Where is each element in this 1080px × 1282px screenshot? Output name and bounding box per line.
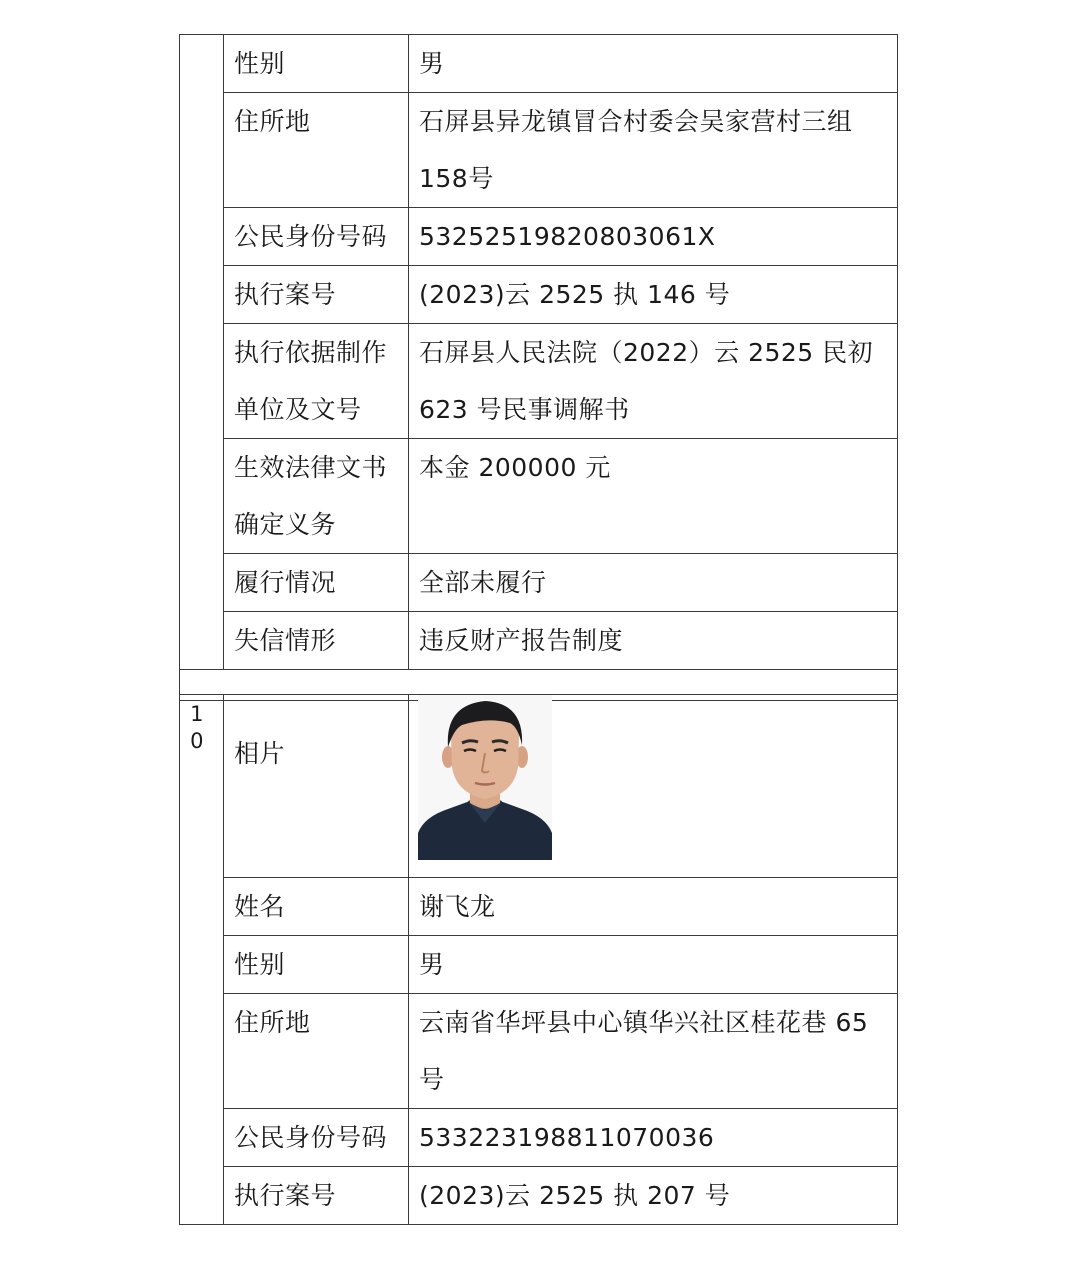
person-photo — [418, 695, 552, 860]
table-row — [180, 93, 898, 208]
row-value: 男 — [409, 35, 898, 93]
record-table-10 — [179, 694, 898, 1225]
table-row — [180, 695, 898, 878]
table-row — [180, 878, 898, 936]
table-row — [180, 1167, 898, 1225]
row-label: 公民身份号码 — [224, 208, 409, 266]
table-row — [180, 994, 898, 1109]
table-row — [180, 35, 898, 93]
photo-label: 相片 — [224, 695, 409, 878]
row-label: 住所地 — [224, 994, 409, 1109]
row-label: 执行案号 — [224, 1167, 409, 1225]
row-value: 男 — [409, 936, 898, 994]
table-row — [180, 324, 898, 439]
table-row — [180, 554, 898, 612]
row-value: (2023)云 2525 执 146 号 — [409, 266, 898, 324]
table-row — [180, 208, 898, 266]
table-row — [180, 266, 898, 324]
row-value: 谢飞龙 — [409, 878, 898, 936]
row-label: 执行依据制作单位及文号 — [224, 324, 409, 439]
row-value: 533223198811070036 — [409, 1109, 898, 1167]
record-index: 10 — [190, 702, 204, 753]
table-row — [180, 612, 898, 670]
row-label: 执行案号 — [224, 266, 409, 324]
table-row — [180, 1109, 898, 1167]
index-cell — [180, 35, 224, 670]
row-label: 性别 — [224, 35, 409, 93]
photo-cell — [409, 695, 898, 878]
row-value: 石屏县人民法院（2022）云 2525 民初623 号民事调解书 — [409, 324, 898, 439]
row-label: 住所地 — [224, 93, 409, 208]
row-label: 失信情形 — [224, 612, 409, 670]
row-value: 本金 200000 元 — [409, 439, 898, 554]
row-value: 石屏县异龙镇冒合村委会吴家营村三组158号 — [409, 93, 898, 208]
row-label: 生效法律文书确定义务 — [224, 439, 409, 554]
table-row — [180, 439, 898, 554]
row-value: (2023)云 2525 执 207 号 — [409, 1167, 898, 1225]
row-label: 履行情况 — [224, 554, 409, 612]
row-label: 性别 — [224, 936, 409, 994]
row-value: 全部未履行 — [409, 554, 898, 612]
row-label: 公民身份号码 — [224, 1109, 409, 1167]
row-value: 53252519820803061X — [409, 208, 898, 266]
record-table-previous — [179, 34, 898, 701]
row-value: 云南省华坪县中心镇华兴社区桂花巷 65 号 — [409, 994, 898, 1109]
row-value: 违反财产报告制度 — [409, 612, 898, 670]
table-row — [180, 936, 898, 994]
index-cell — [180, 695, 224, 1225]
row-label: 姓名 — [224, 878, 409, 936]
